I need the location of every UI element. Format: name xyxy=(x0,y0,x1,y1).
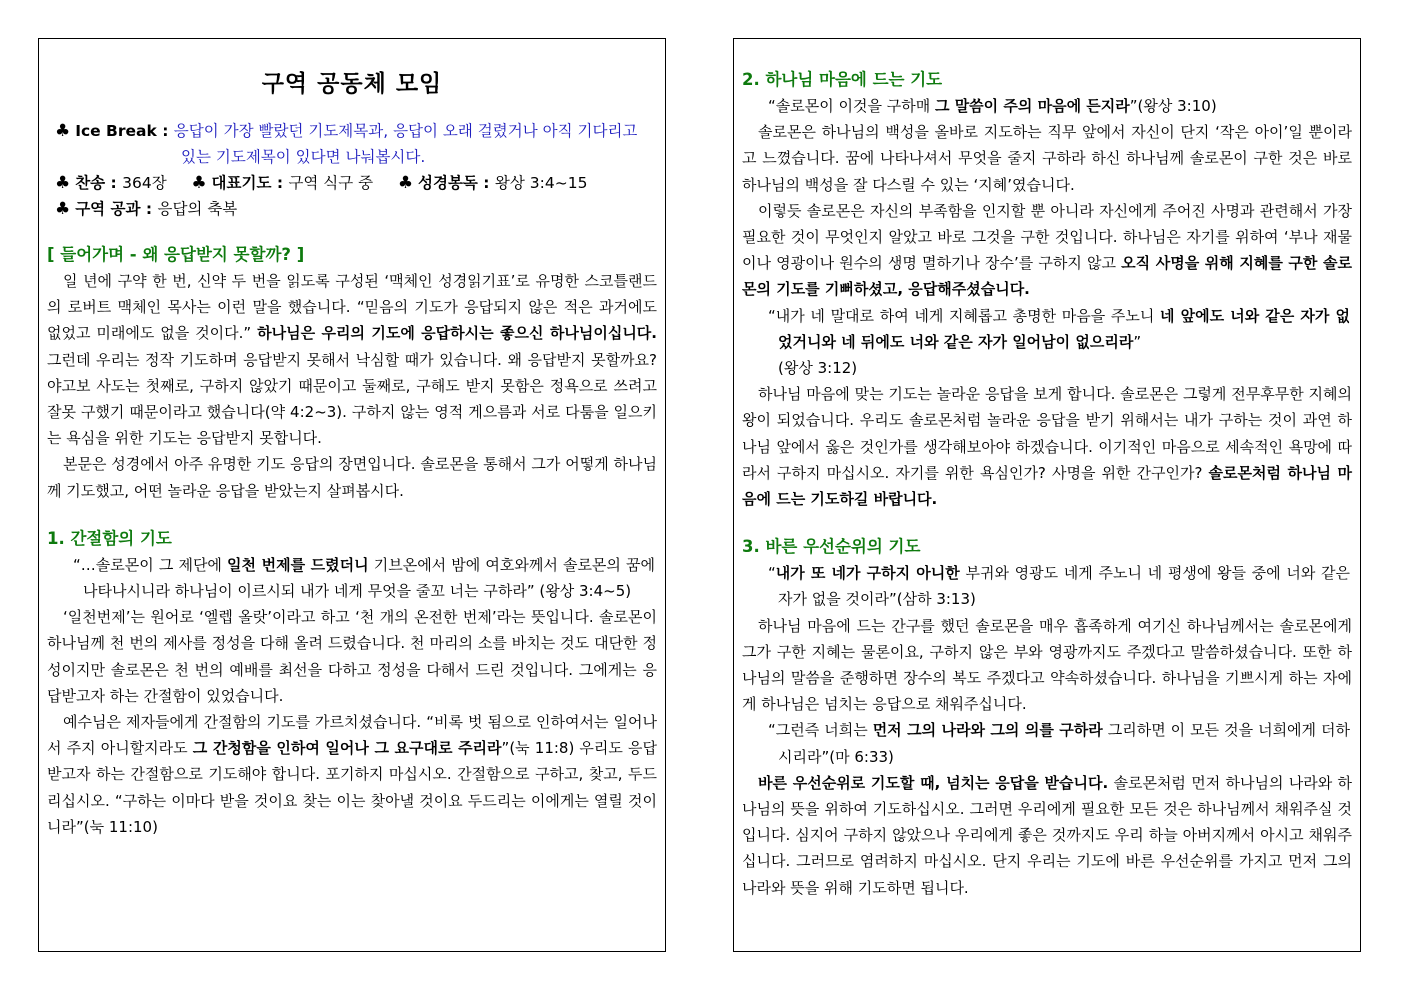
section-2-paragraph-1: 솔로몬은 하나님의 백성을 올바로 지도하는 직무 앞에서 자신이 단지 ‘작은 아이’일 뿐이라고 느꼈습니다. 꿈에 나타나셔서 무엇을 줄지 구하라 하신 하나님께 솔로몬이 구한 것은 바로 하나님의 백성을 잘 다스릴 수 있는 ‘지혜’였습니다. xyxy=(742,123,1352,194)
text-run-bold: 솔로몬처럼 하나님 마음에 드는 기도하길 바랍니다. xyxy=(742,463,1353,509)
text-run: “솔로몬이 이것을 구하매 xyxy=(768,97,935,115)
section-2-quote-2-reference: (왕상 3:12) xyxy=(778,359,858,378)
right-page xyxy=(733,38,1361,952)
section-1-heading: 1. 간절함의 기도 xyxy=(47,528,172,548)
left-page xyxy=(38,38,666,952)
text-run: “…솔로몬이 그 제단에 xyxy=(73,555,228,574)
intro-heading: [ 들어가며 - 왜 응답받지 못할까? ] xyxy=(47,245,305,264)
lesson-label: 구역 공과 xyxy=(75,200,141,218)
section-2-quote-2 xyxy=(742,303,1352,355)
text-run: 그런데 우리는 정작 기도하며 응답받지 못해서 낙심할 때가 있습니다. 왜 응답받지 못할까요? 야고보 사도는 첫째로, 구하지 않았기 때문이고 둘째로, 구해도 받지 못함은 정욕으로 쓰려고 잘못 구했기 때문이라고 했습니다(약 4:2~3). 구하지 않는 영적 게으름과 서로 다툼을 일으키는 욕심을 위한 기도는 응답받지 못합니다. xyxy=(47,350,657,448)
reading-value: 왕상 3:4~15 xyxy=(494,174,588,192)
hymn-label: 찬송 xyxy=(75,174,106,192)
text-run-bold: 그 말씀이 주의 마음에 든지라 xyxy=(934,97,1130,115)
lesson-line xyxy=(55,196,657,222)
ice-break-line xyxy=(55,118,657,170)
club-icon: ♣ xyxy=(191,173,207,193)
text-run: 그리하면 이 모든 것을 너희에게 더하시리라”(마 6:33) xyxy=(778,721,1351,766)
intro-paragraph-2: 본문은 성경에서 아주 유명한 기도 응답의 장면입니다. 솔로몬을 통해서 그가 어떻게 하나님께 기도했고, 어떤 놀라운 응답을 받았는지 살펴봅시다. xyxy=(47,455,657,500)
reading-label: 성경봉독 xyxy=(418,174,478,192)
club-icon: ♣ xyxy=(55,173,71,193)
section-2-heading: 2. 하나님 마음에 드는 기도 xyxy=(742,70,943,89)
section-3-quote-2 xyxy=(742,717,1352,769)
section-1-paragraph-2 xyxy=(47,709,657,840)
hymn-value: 364장 xyxy=(122,174,167,192)
text-run-bold: 네 앞에도 너와 같은 자가 없었거니와 네 뒤에도 너와 같은 자가 일어남이 없으리라 xyxy=(778,306,1350,351)
rep-prayer-value: 구역 식구 중 xyxy=(288,174,374,192)
text-run-bold: 내가 또 네가 구하지 아니한 xyxy=(775,564,960,583)
section-3-heading: 3. 바른 우선순위의 기도 xyxy=(742,537,921,557)
meeting-info xyxy=(47,118,657,222)
club-icon: ♣ xyxy=(397,173,414,193)
section-2-quote-1 xyxy=(742,93,1352,119)
order-line xyxy=(55,170,657,196)
colon: : xyxy=(140,200,158,218)
text-run: ” xyxy=(1133,332,1142,351)
text-run: 이렇듯 솔로몬은 자신의 부족함을 인지할 뿐 아니라 자신에게 주어진 사명과 관련해서 가장 필요한 것이 무엇인지 알았고 바로 그것을 구한 것입니다. 하나님은 자기를 위하여 ‘부나 재물이나 영광이나 원수의 생명 멸하기나 장수’를 구하지 않고 xyxy=(742,201,1352,273)
text-run: ”(눅 11:8) 우리도 응답받고자 하는 간절함으로 기도해야 합니다. 포기하지 마십시오. 간절함으로 구하고, 찾고, 두드리십시오. “구하는 이마다 받을 것이요 찾는 이는 찾아낼 것이요 두드리는 이에게는 열릴 것이니라”(눅 11:10) xyxy=(47,739,658,836)
ice-break-label: Ice Break xyxy=(75,122,157,140)
text-run: 하나님 마음에 맞는 기도는 놀라운 응답을 보게 합니다. 솔로몬은 그렇게 전무후무한 지혜의 왕이 되었습니다. 우리도 솔로몬처럼 놀라운 응답을 받기 위해서는 내가 구하는 것이 과연 하나님 앞에서 옳은 것인가를 생각해보아야 하겠습니다. 이기적인 마음으로 세속적인 욕망에 따라서 구하지 마십시오. 자기를 위한 욕심인가? 사명을 위한 간구인가? xyxy=(742,385,1352,482)
text-run-bold: 하나님은 우리의 기도에 응답하시는 좋으신 하나님이십니다. xyxy=(257,324,658,343)
section-1-paragraph-1: ‘일천번제’는 원어로 ‘엘렙 올랏’이라고 하고 ‘천 개의 온전한 번제’라는 뜻입니다. 솔로몬이 하나님께 천 번의 제사를 정성을 다해 올려 드렸습니다. 천 마리의 소를 바치는 것도 대단한 정성이지만 솔로몬은 천 번의 예배를 최선을 다하고 정성을 다해서 드린 것입니다. 그에게는 응답받고자 하는 간절함이 있었습니다. xyxy=(47,608,657,705)
page-title: 구역 공동체 모임 xyxy=(261,71,443,97)
text-run-bold: 그 간청함을 인하여 일어나 그 요구대로 주리라 xyxy=(192,739,502,758)
section-3-paragraph-2 xyxy=(742,770,1352,901)
colon: : xyxy=(477,174,495,192)
section-1-quote xyxy=(47,552,657,604)
text-run: 예수님은 제자들에게 간절함의 기도를 가르치셨습니다. “비록 벗 됨으로 인하여서는 일어나서 주지 아니할지라도 xyxy=(47,713,657,758)
club-icon: ♣ xyxy=(55,121,71,141)
section-3-paragraph-1: 하나님 마음에 드는 간구를 했던 솔로몬을 매우 흡족하게 여기신 하나님께서는 솔로몬에게 그가 구한 지혜는 물론이요, 구하지 않은 부와 영광까지도 주겠다고 말씀하셨습니다. 또한 하나님의 말씀을 준행하면 장수의 복도 주겠다고 약속하셨습니다. 하나님을 기쁘시게 하는 자에게 하나님은 넘치는 응답으로 채워주십니다. xyxy=(742,616,1352,714)
text-run: “ xyxy=(768,564,776,583)
lesson-value: 응답의 축복 xyxy=(157,200,238,218)
text-run: ”(왕상 3:10) xyxy=(1129,97,1217,115)
rep-prayer-label: 대표기도 xyxy=(211,174,272,192)
colon: : xyxy=(271,174,289,192)
text-run: “그런즉 너희는 xyxy=(768,721,873,740)
text-run-bold: 오직 사명을 위해 지혜를 구한 솔로몬의 기도를 기뻐하셨고, 응답해주셨습니다. xyxy=(742,254,1352,299)
section-2-paragraph-2 xyxy=(742,198,1352,303)
text-run: 기브온에서 밤에 여호와께서 솔로몬의 꿈에 나타나시니라 하나님이 이르시되 내가 네게 무엇을 줄꼬 너는 구하라” (왕상 3:4~5) xyxy=(83,555,656,601)
text-run-bold: 먼저 그의 나라와 그의 의를 구하라 xyxy=(872,721,1103,740)
colon: : xyxy=(105,174,123,192)
text-run: 솔로몬처럼 먼저 하나님의 나라와 하나님의 뜻을 위하여 기도하십시오. 그러면 우리에게 필요한 모든 것은 하나님께서 채워주실 것입니다. 심지어 구하지 않았으나 우리에게 좋은 것까지도 우리 하늘 아버지께서 아시고 채워주십니다. 그러므로 염려하지 마십시오. 단지 우리는 기도에 바른 우선순위를 가지고 먼저 그의 나라와 뜻을 위해 기도하면 됩니다. xyxy=(742,773,1352,897)
text-run-bold: 바른 우선순위로 기도할 때, 넘치는 응답을 받습니다. xyxy=(758,773,1109,792)
ice-break-text: 응답이 가장 빨랐던 기도제목과, 응답이 오래 걸렸거나 아직 기다리고 있는 기도제목이 있다면 나눠봅시다. xyxy=(173,122,638,166)
text-run: “내가 네 말대로 하여 네게 지혜롭고 총명한 마음을 주노니 xyxy=(768,306,1161,325)
text-run: 일 년에 구약 한 번, 신약 두 번을 읽도록 구성된 ‘맥체인 성경읽기표’로 유명한 스코틀랜드의 로버트 맥체인 목사는 이런 말을 했습니다. “믿음의 기도가 응답되지 않은 적은 과거에도 없었고 미래에도 없을 것이다.” xyxy=(47,272,657,343)
intro-paragraph-1 xyxy=(47,268,657,451)
section-3-quote-1 xyxy=(742,560,1352,612)
club-icon: ♣ xyxy=(55,199,71,219)
text-run-bold: 일천 번제를 드렸더니 xyxy=(227,555,369,574)
section-2-paragraph-3 xyxy=(742,381,1352,512)
colon: : xyxy=(156,122,174,140)
text-run: 부귀와 영광도 네게 주노니 네 평생에 왕들 중에 너와 같은 자가 없을 것이라”(삼하 3:13) xyxy=(778,564,1351,609)
